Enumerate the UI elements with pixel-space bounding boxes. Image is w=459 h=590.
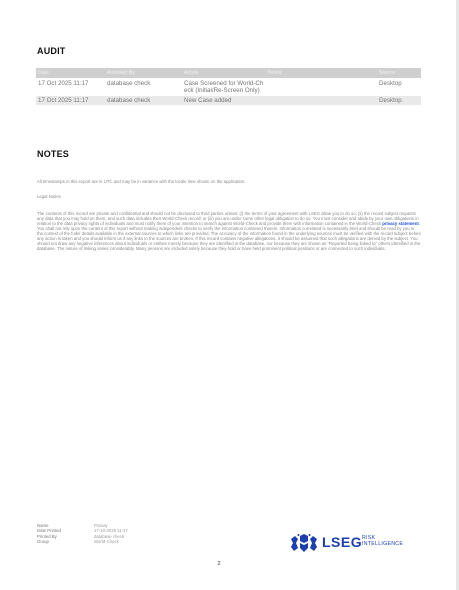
lion-crest-icon [289, 533, 319, 553]
footer-values [94, 523, 128, 544]
column-header-actioned-by: Actioned By [105, 68, 182, 78]
column-header-source: Source [377, 68, 421, 78]
footer-label-name: Name [37, 523, 49, 528]
lseg-logo [289, 533, 414, 553]
logo-sub-line-1: RISK [362, 535, 376, 541]
footer-labels [37, 523, 61, 544]
footer-label-printed-by: Printed By [37, 533, 57, 539]
footer-value-printed-by: database check [94, 533, 125, 539]
audit-table [36, 68, 421, 105]
cell-actioned-by: database check [107, 80, 151, 87]
footer-label-group: Group [37, 538, 49, 544]
risk-intelligence-label [362, 536, 403, 548]
column-header-notes: Notes [266, 68, 377, 78]
cell-notes [266, 78, 377, 96]
column-header-action: Action [182, 68, 266, 78]
cell-action: Case Screened for World-Check (Initial/Re-Screen Only) [184, 80, 264, 94]
cell-action: New Case added [182, 96, 266, 105]
timezone-notice: All timestamps in this export are in UTC and may be in variance with the locale time shown on the application. [37, 179, 246, 184]
footer-value-name: Pranay [94, 523, 108, 528]
cell-notes [266, 96, 377, 105]
lseg-wordmark: LSEG [322, 534, 363, 550]
cell-date: 17 Oct 2025 11:17 [38, 80, 89, 87]
cell-source: Desktop [379, 80, 402, 87]
legal-text-part-1: The contents of this record are private and confidential and should not be disclosed to third parties unless: (i) the terms of your agreement with LSEG allow you to do so; (ii) the record subject requests any data that you may hold on them, and such data includes their World-Check record; or (iii) you are under some other legal obligation to do so. You must consider and abide by your own obligations in relation to the data privacy rights of individuals and must notify them of your intention to search against World-Check and provide them with information contained in the World-Check [37, 211, 419, 226]
footer-value-group: World-Check [94, 538, 119, 544]
audit-heading: AUDIT [37, 46, 66, 56]
legal-notice-title: Legal Notice [37, 194, 61, 199]
logo-sub-line-2: INTELLIGENCE [362, 540, 404, 547]
table-row [36, 96, 421, 105]
footer-value-date-printed: 17-10-2025 11:17 [94, 528, 128, 534]
cell-date: 17 Oct 2025 11:17 [36, 96, 105, 105]
page-number: 2 [217, 561, 221, 567]
privacy-statement-link[interactable]: privacy statement [382, 221, 419, 226]
cell-source: Desktop [377, 96, 421, 105]
audit-table-header [36, 68, 421, 78]
notes-heading: NOTES [37, 149, 70, 159]
legal-text-part-2: . You shall not rely upon the content of this report without making independent checks to verify the information contained therein. Information correlated is necessarily brief and should be read by you in the context of the fuller details available in the external sources to which links are provided. The accuracy of the information found in the underlying sources must be verified with the record subject before any action is taken and you should inform us if any links to the sources are broken. If this record contains negative allegations, it should be assumed that such allegations are denied by the subject. You should not draw any negative inferences about individuals or entities merely because they are identified in the database, nor because they are shown as "Reported being linked to" others identified in the database. The nature of linking varies considerably. Many persons are included solely because they hold or have held prominent political positions or are connected to such individuals. [37, 221, 421, 251]
column-header-date: Date [36, 68, 105, 78]
cell-actioned-by: database check [105, 96, 182, 105]
table-row [36, 78, 421, 96]
footer-label-date-printed: Date Printed [37, 528, 61, 534]
legal-notice-body [37, 211, 421, 251]
